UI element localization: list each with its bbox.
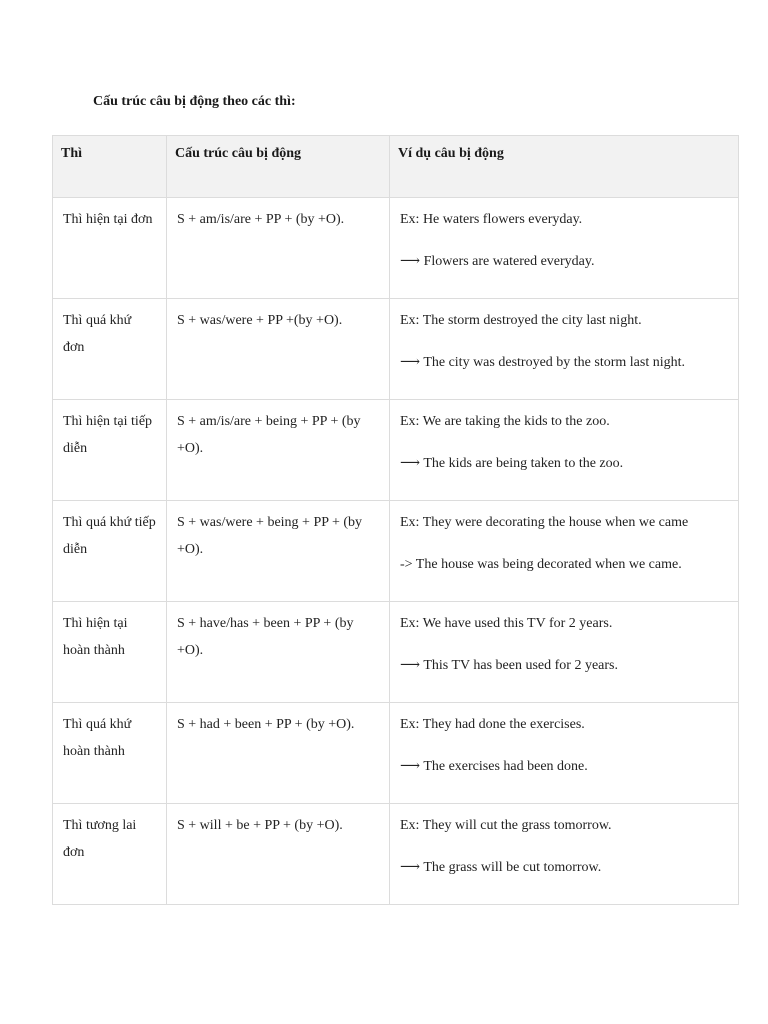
structure-cell: S + had + been + PP + (by +O). xyxy=(167,703,390,804)
structure-cell: S + am/is/are + PP + (by +O). xyxy=(167,198,390,299)
example-cell xyxy=(390,703,739,804)
tense-cell: Thì hiện tại đơn xyxy=(53,198,167,299)
table-row xyxy=(53,703,739,804)
header-example: Ví dụ câu bị động xyxy=(390,136,739,198)
tense-cell: Thì quá khứ tiếp diễn xyxy=(53,501,167,602)
example-cell xyxy=(390,804,739,905)
passive-example: ⟶ The grass will be cut tomorrow. xyxy=(400,860,602,875)
active-example: Ex: They were decorating the house when we came xyxy=(400,515,689,530)
active-example: Ex: We have used this TV for 2 years. xyxy=(400,616,613,631)
tense-cell: Thì quá khứ hoàn thành xyxy=(53,703,167,804)
table-row xyxy=(53,804,739,905)
passive-example: ⟶ This TV has been used for 2 years. xyxy=(400,658,618,673)
tense-cell: Thì tương lai đơn xyxy=(53,804,167,905)
active-example: Ex: They will cut the grass tomorrow. xyxy=(400,818,612,833)
table-row xyxy=(53,198,739,299)
passive-example: -> The house was being decorated when we came. xyxy=(400,557,682,572)
passive-voice-table xyxy=(52,135,739,905)
table-header-row xyxy=(53,136,739,198)
header-tense: Thì xyxy=(53,136,167,198)
structure-cell: S + was/were + PP +(by +O). xyxy=(167,299,390,400)
structure-cell: S + am/is/are + being + PP + (by +O). xyxy=(167,400,390,501)
example-cell xyxy=(390,501,739,602)
active-example: Ex: He waters flowers everyday. xyxy=(400,212,583,227)
header-structure: Cấu trúc câu bị động xyxy=(167,136,390,198)
page-heading: Cấu trúc câu bị động theo các thì: xyxy=(93,94,296,109)
example-cell xyxy=(390,198,739,299)
table-row xyxy=(53,501,739,602)
passive-example: ⟶ The city was destroyed by the storm last night. xyxy=(400,355,685,370)
structure-cell: S + will + be + PP + (by +O). xyxy=(167,804,390,905)
example-cell xyxy=(390,602,739,703)
passive-example: ⟶ The exercises had been done. xyxy=(400,759,588,774)
active-example: Ex: The storm destroyed the city last night. xyxy=(400,313,642,328)
structure-cell: S + have/has + been + PP + (by +O). xyxy=(167,602,390,703)
example-cell xyxy=(390,299,739,400)
table-row xyxy=(53,299,739,400)
structure-cell: S + was/were + being + PP + (by +O). xyxy=(167,501,390,602)
active-example: Ex: We are taking the kids to the zoo. xyxy=(400,414,610,429)
table-row xyxy=(53,602,739,703)
tense-cell: Thì hiện tại tiếp diễn xyxy=(53,400,167,501)
tense-cell: Thì hiện tại hoàn thành xyxy=(53,602,167,703)
passive-example: ⟶ The kids are being taken to the zoo. xyxy=(400,456,624,471)
table-row xyxy=(53,400,739,501)
tense-cell: Thì quá khứ đơn xyxy=(53,299,167,400)
passive-example: ⟶ Flowers are watered everyday. xyxy=(400,254,595,269)
example-cell xyxy=(390,400,739,501)
active-example: Ex: They had done the exercises. xyxy=(400,717,585,732)
